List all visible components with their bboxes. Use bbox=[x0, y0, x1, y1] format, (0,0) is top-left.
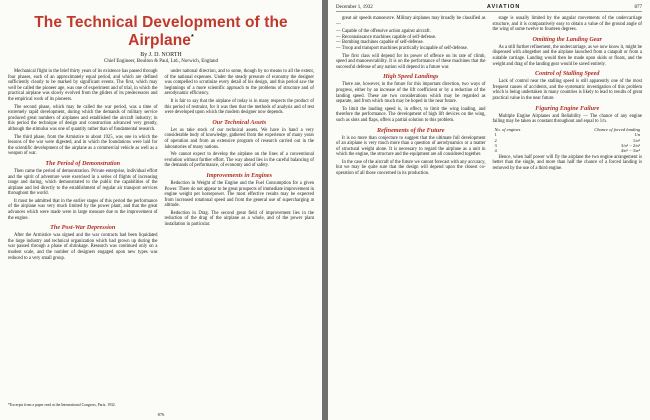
issue-date: December 1, 1932 bbox=[336, 5, 373, 10]
section-heading: High Speed Landings bbox=[383, 73, 439, 81]
paragraph: Then came the period of demonstration. Private enterprise, individual effort and the spirit of adventure were exercised in a series of flights of increasing range and daring, which demonstrated to the public the capabilities of the airplane and led directly to the establishment of regular air transport services throughout the world. bbox=[8, 168, 158, 197]
footnote: *Excerpts from a paper read at the International Congress, Paris, 1932. bbox=[8, 403, 116, 408]
running-head bbox=[336, 4, 642, 12]
paragraph: The third phase, from the Armistice to about 1925, was one in which the lessons of the war were digested, and in which the foundations were laid for the scientific development of the airplane as a commercial vehicle as well as a weapon of war. bbox=[8, 134, 158, 157]
table-header-cell: No. of engines bbox=[494, 126, 521, 132]
list-item: — Troop and transport machines practically incapable of self-defense. bbox=[336, 45, 468, 51]
section-heading: Our Technical Assets bbox=[212, 118, 267, 126]
left-column-1 bbox=[8, 69, 158, 263]
page-number-right: 877 bbox=[634, 5, 642, 10]
classification-list bbox=[336, 29, 486, 51]
list-item: — Bombing machines capable of self-defense. bbox=[336, 40, 424, 46]
table-cell: 2 bbox=[494, 137, 497, 143]
paragraph: stage is usually limited by the angular movements of the undercarriage structure, and it is comparatively easy to obtain a value of the ground angle of the wing of some twelve to fourteen degrees. bbox=[492, 16, 642, 33]
left-page bbox=[0, 0, 322, 420]
paragraph: Reduction in Weight of the Engine and the Fuel Consumption for a given Power. There do not appear to be great prospects of immediate improvement in engine weight per horsepower. The most effective results may be expected from increased rotational speed and from the general use of supercharging at altitude. bbox=[164, 180, 314, 209]
page-number-left: 876 bbox=[157, 412, 165, 417]
right-column-2 bbox=[493, 16, 643, 179]
table-cell: 3 bbox=[494, 142, 497, 148]
title-footnote-mark: * bbox=[191, 33, 194, 41]
byline: By J. D. NORTH bbox=[140, 52, 182, 58]
list-item: — Reconnaissance machines capable of self-defense. bbox=[336, 34, 437, 40]
paragraph: Mechanical flight in the brief thirty years of its existence has passed through four phases, each of an approximately equal period, and which are defined sufficiently clearly to be marked by significant events. The first, which may well be called the pioneer age, was one of experiment and of trial, in which the practical airplane was slowly evolved from the gliders of its predecessors and the empirical work of its pioneers. bbox=[8, 69, 158, 102]
table-header-cell: Chance of forced landing bbox=[594, 126, 640, 132]
section-heading: Omitting the Landing Gear bbox=[532, 35, 603, 43]
paragraph: It is no more than conjecture to suggest that the ultimate full development of an airplane is very much more than a question of aerodynamics or a matter of structural weight alone. It is necessary to regard the airplane as a unit in which the engine, the structure and the equipment are all considered together. bbox=[336, 135, 486, 158]
section-heading: Control of Stalling Speed bbox=[535, 70, 600, 78]
left-page-columns bbox=[8, 69, 314, 263]
table-cell: 3/n² − 2/n³ bbox=[621, 142, 640, 148]
paragraph: Let us take stock of our technical assets. We have in hand a very considerable body of knowledge, gathered from the experience of many years of operation and from an extensive program of research carried out in the laboratories of many nations. bbox=[164, 127, 314, 150]
section-heading: The Period of Demonstration bbox=[45, 159, 121, 167]
paragraph: Multiple Engine Airplanes and Reliability — The chance of any engine failing may be taken as constant throughout and equal to 1/n. bbox=[492, 113, 642, 125]
paragraph: It is fair to say that the airplane of today is in many respects the product of this period of restraint, for it was then that the methods of analysis and of test were developed upon which the modern designer now depends. bbox=[164, 98, 314, 116]
engine-failure-table bbox=[493, 127, 643, 154]
table-cell: 1/n² bbox=[632, 137, 640, 143]
paragraph: As a still further refinement, the undercarriage, as we now know it, might be dispensed with altogether and the airplane launched from a catapult or from a suitable carriage. Landing would then be made upon skids or floats, and the weight and drag of the landing gear would be saved entirely. bbox=[492, 44, 642, 67]
table-cell: 1 bbox=[494, 132, 497, 138]
right-column-1 bbox=[336, 16, 486, 179]
paragraph: Reduction in Drag. The second great field of improvement lies in the reduction of the drag of the airplane as a whole, and of the power plant installation in particular. bbox=[164, 210, 314, 228]
author-affiliation: Chief Engineer, Boulton & Paul, Ltd., Norwich, England bbox=[104, 59, 218, 64]
section-heading: Improvements in Engines bbox=[206, 171, 273, 179]
article-title bbox=[8, 14, 314, 50]
section-heading: The Post-War Depression bbox=[50, 224, 116, 232]
right-page-columns bbox=[336, 16, 642, 179]
paragraph: under national direction, and to some, though by no means to all the extent, of the national expenses. Under the steady pressure of economy the designer was compelled to scrutinize every detail of his design, and this period saw the beginnings of a more scientific approach to the problems of structure and of aerodynamic efficiency. bbox=[164, 69, 314, 97]
table-cell: 4 bbox=[494, 148, 497, 154]
paragraph: There are, however, in the future for this important direction, two ways of progress, either by an increase of the lift coefficient or by a reduction of the landing speed. These are two considerations which may be regarded as separate, and from which much may be hoped in the near future. bbox=[336, 82, 486, 105]
table-row bbox=[493, 148, 643, 153]
paragraph: In the case of the aircraft of the future we cannot forecast with any accuracy, but we may be quite sure that the design will depend upon the closest co-operation of all those concerned in its production. bbox=[336, 159, 486, 177]
paragraph: great air speeds manoeuvre. Military airplanes may broadly be classified as — bbox=[336, 16, 486, 27]
table-cell: 4/n³ − 3/n⁴ bbox=[620, 148, 640, 154]
paragraph: The first class will depend for its power of offence on its rate of climb, speed and manoeuvrability. It is on the performance of these machines that the successful defense of any nation will depend in a future war. bbox=[336, 53, 486, 70]
paragraph: Lack of control near the stalling speed is still apparently one of the most frequent causes of accidents, and the systematic investigation of this problem which is being undertaken in many countries is likely to lead to results of great practical value in the near future. bbox=[492, 79, 642, 101]
section-heading: Refinements of the Future bbox=[376, 126, 445, 134]
paragraph: It must be admitted that in the earlier stages of this period the performance of the airplane was very much limited by the power plant, and that the great advances which were made were in large measure due to the improvement of the engine. bbox=[8, 198, 158, 221]
table-cell: 1/n bbox=[634, 132, 640, 138]
article-title-text: The Technical Development of the Airplane bbox=[34, 14, 288, 49]
magazine-title: AVIATION bbox=[486, 4, 521, 10]
paragraph: After the Armistice was signed and the war contracts had been liquidated the large industry and technical organization which had grown up during the war passed through a phase of shrinkage. Research was continued only on a modest scale, and the number of designers engaged upon new types was reduced to a very small group. bbox=[8, 233, 158, 261]
paragraph: We cannot expect to develop the airplane on the lines of a conventional evolution without further effort. The way ahead lies in the careful balancing of the demands of performance, of economy and of safety. bbox=[164, 152, 314, 169]
left-column-2 bbox=[165, 69, 315, 263]
paragraph: To limit the landing speed is, in effect, to limit the wing loading, and therefore the performance. The development of high lift devices on the wing, such as slots and flaps, offers a partial solution to this problem. bbox=[336, 106, 486, 123]
paragraph: Hence, when half power will fly the airplane the two engine arrangement is better than the single, and more than half the chance of a forced landing is removed by the use of a third engine. bbox=[492, 154, 642, 171]
section-heading: Figuring Engine Failure bbox=[535, 104, 600, 112]
list-item: — Capable of the offensive action against aircraft. bbox=[336, 29, 431, 35]
right-page bbox=[328, 0, 650, 420]
paragraph: The second phase, which may be called the war period, was a time of extremely rapid development, during which the demands of military service produced great numbers of airplanes and established the aircraft industry; in this period the technique of design and construction advanced very greatly, although the stimulus was one of quantity rather than of fundamental research. bbox=[8, 104, 158, 132]
